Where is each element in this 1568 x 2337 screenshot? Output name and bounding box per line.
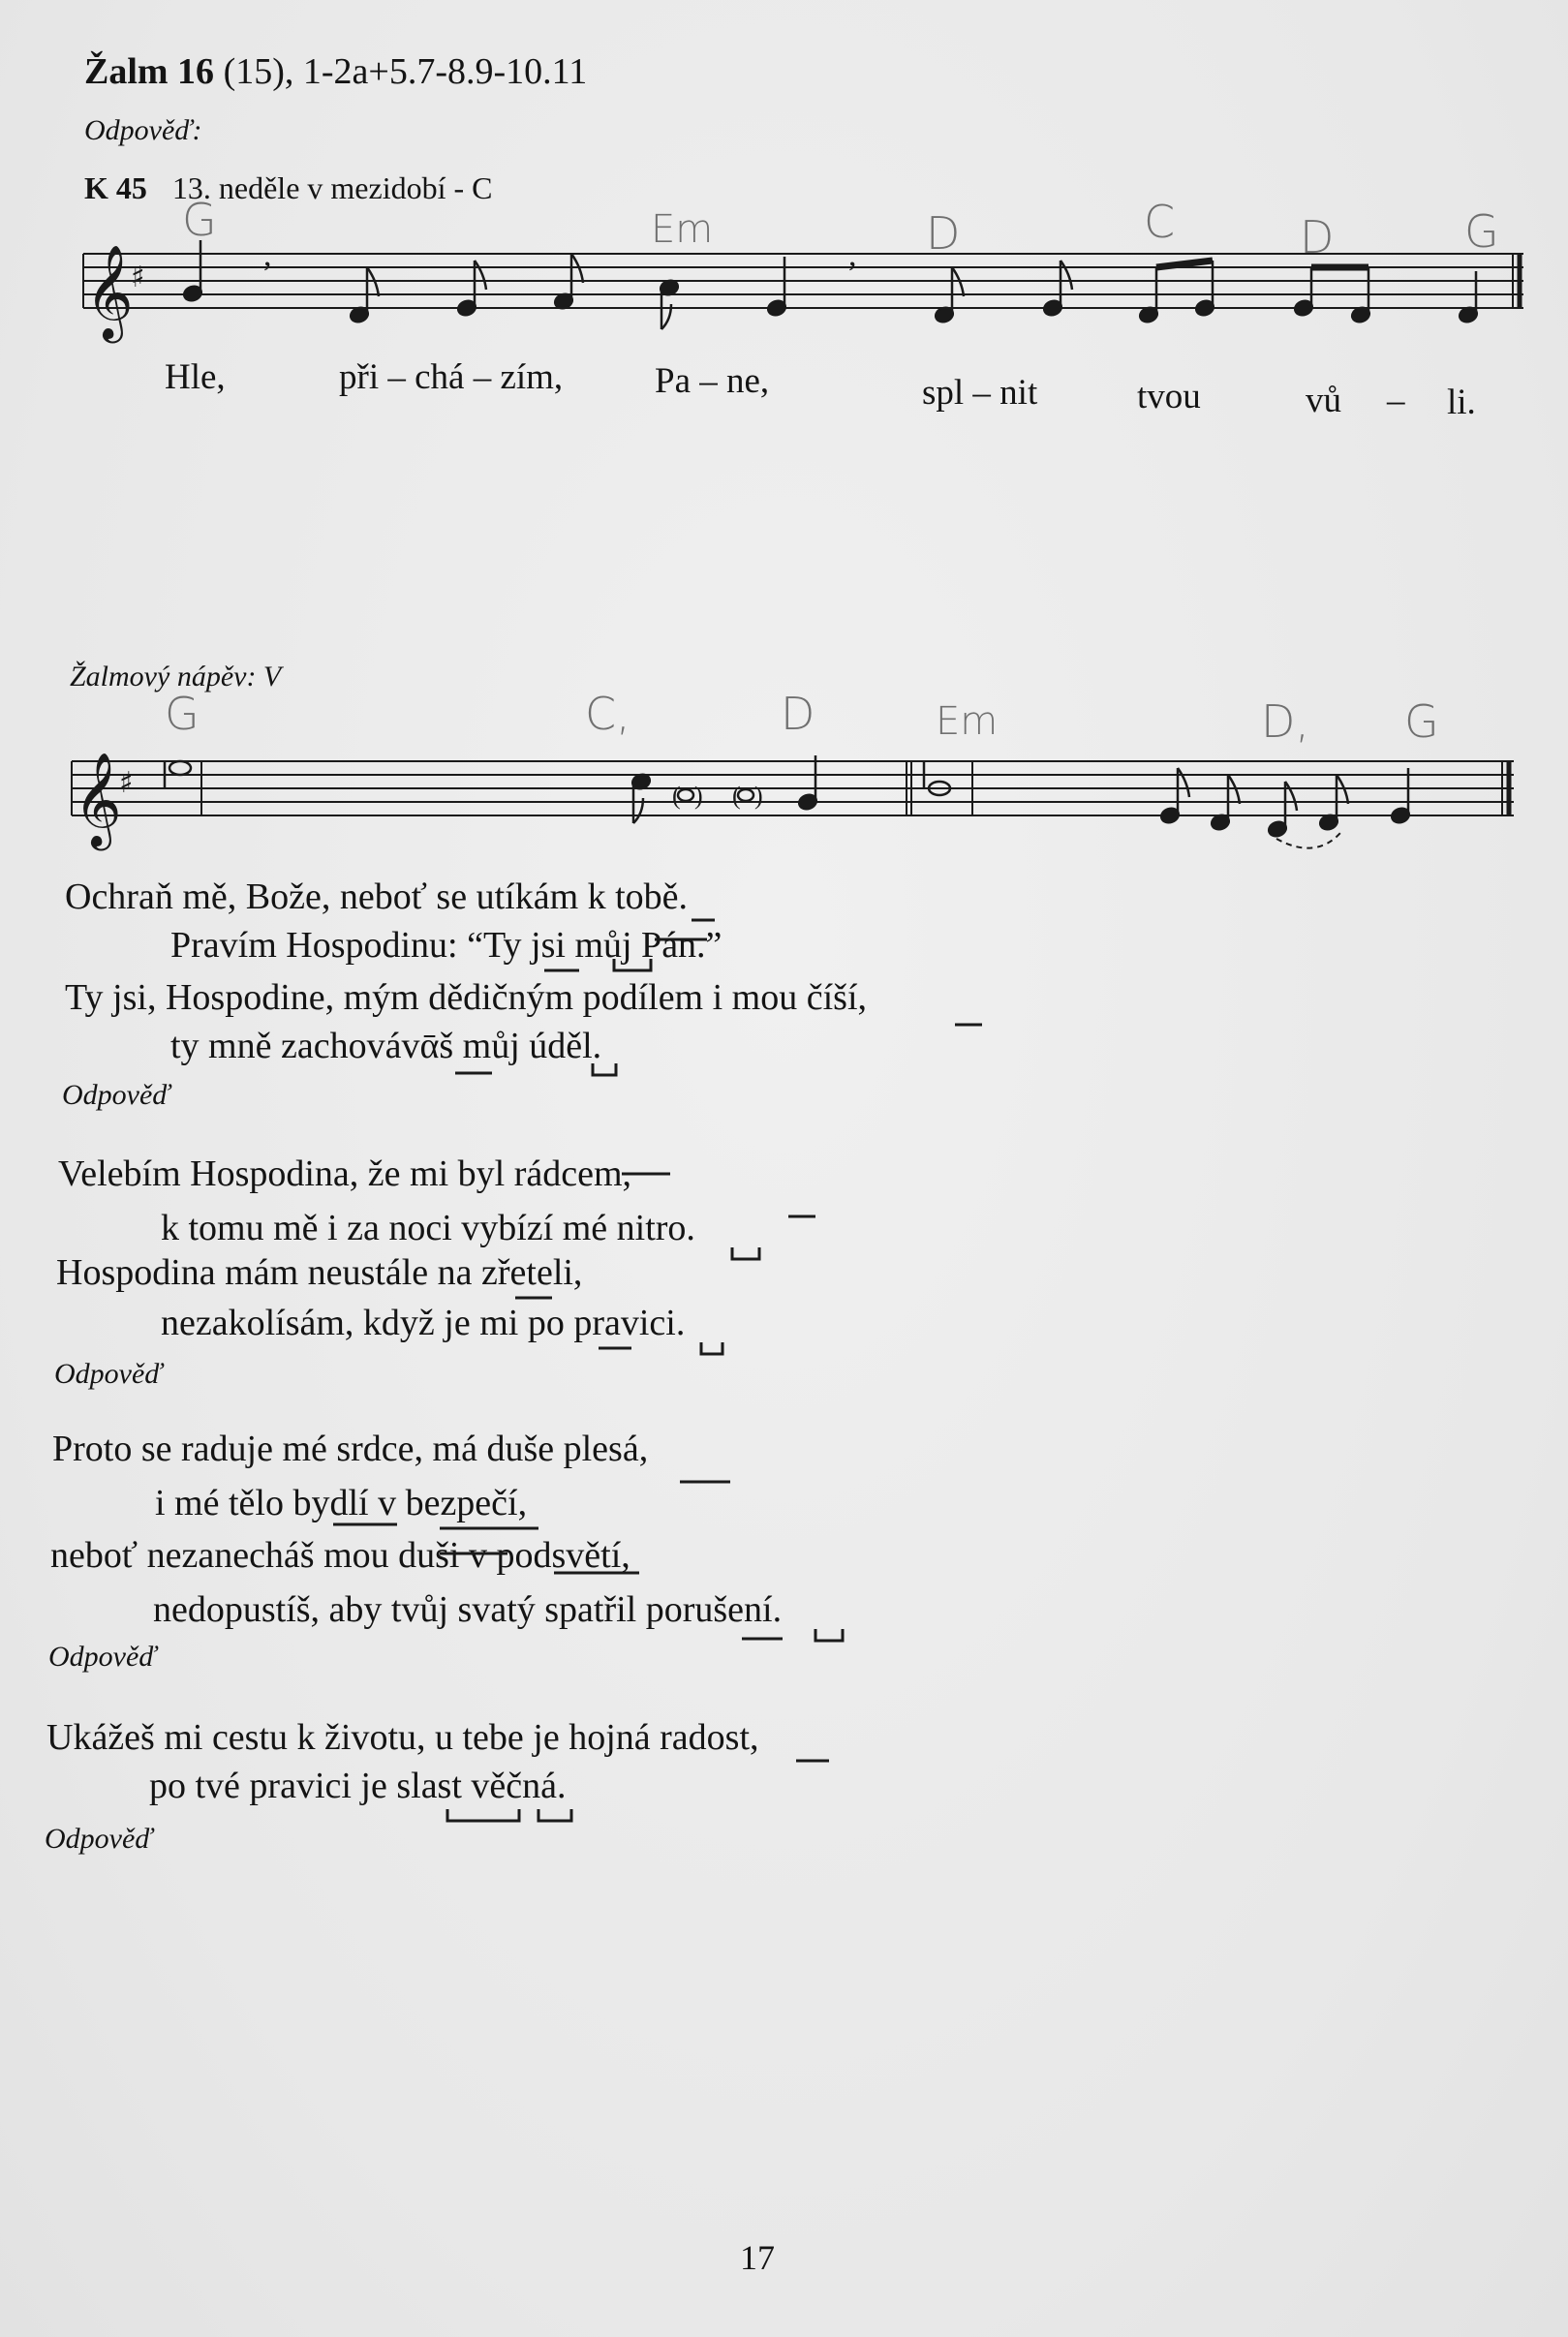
tone-chord-1: G: [165, 688, 200, 740]
stanza-1-line-2: Pravím Hospodinu: “Ty jsi můj Pán.”: [170, 925, 723, 966]
stanza-4-response: Odpověď: [45, 1823, 153, 1855]
refrain-lyric-7: –: [1387, 381, 1405, 420]
tone-chord-6: G: [1404, 695, 1439, 748]
tone-chord-2: C,: [585, 688, 630, 740]
svg-text:,: ,: [848, 237, 857, 273]
refrain-chord-1: G: [182, 194, 217, 246]
svg-text:): ): [754, 782, 763, 810]
refrain-lyric-5: tvou: [1137, 377, 1201, 416]
stanza-2-line-4: nezakolísám, když je mi po pravici.: [161, 1303, 686, 1343]
tone-chord-3: D: [781, 688, 815, 740]
stanza-3-line-4: nedopustíš, aby tvůj svatý spatřil porušení.: [153, 1589, 783, 1630]
stanza-1-line-1: Ochraň mě, Bože, neboť se utíkám k tobě.: [65, 876, 689, 917]
svg-text:,: ,: [263, 237, 272, 273]
svg-text:(: (: [732, 782, 741, 810]
refrain-lyric-4: spl – nit: [922, 373, 1038, 413]
stanza-2-response: Odpověď: [54, 1358, 163, 1390]
tone-chord-5: D,: [1261, 695, 1310, 748]
stanza-4-line-2: po tvé pravici je slast věčná.: [149, 1766, 567, 1806]
svg-text:): ): [694, 782, 703, 810]
page-number: 17: [740, 2238, 775, 2277]
stanza-2-line-3: Hospodina mám neustále na zřeteli,: [56, 1252, 583, 1293]
refrain-chord-2: Em: [651, 207, 714, 252]
svg-text:♯: ♯: [119, 766, 134, 800]
stanza-3-response: Odpověď: [48, 1641, 157, 1673]
stanza-4-line-1: Ukážeš mi cestu k životu, u tebe je hojná radost,: [46, 1717, 759, 1758]
psalm-title-number: Žalm 16: [84, 51, 215, 92]
svg-text:♯: ♯: [131, 261, 145, 294]
refrain-lyric-2: při – chá – zím,: [339, 357, 564, 397]
refrain-lyric-1: Hle,: [165, 357, 226, 397]
svg-text:𝄞: 𝄞: [85, 244, 134, 339]
svg-text:(: (: [672, 782, 681, 810]
refrain-lyric-3: Pa – ne,: [655, 361, 770, 401]
refrain-lyric-6: vů: [1306, 381, 1341, 420]
stanza-2-line-1: Velebím Hospodina, že mi byl rádcem,: [58, 1153, 632, 1194]
refrain-chord-5: D: [1300, 211, 1335, 263]
refrain-lyric-8: li.: [1447, 383, 1476, 422]
tone-chord-4: Em: [936, 699, 999, 744]
stanza-3-line-2: i mé tělo bydlí v bezpečí,: [155, 1483, 528, 1523]
occasion-text: 13. neděle v mezidobí - C: [171, 170, 493, 205]
psalm-title-verses: (15), 1-2a+5.7-8.9-10.11: [214, 51, 588, 92]
stanza-1-line-3: Ty jsi, Hospodine, mým dědičným podílem i mou číší,: [65, 977, 868, 1018]
stanza-3-line-3: neboť nezanecháš mou duši v podsvětí,: [50, 1535, 630, 1576]
stanza-2-line-2: k tomu mě i za noci vybízí mé nitro.: [161, 1208, 695, 1248]
response-label: Odpověď:: [84, 114, 202, 146]
stanza-1-response: Odpověď: [62, 1079, 170, 1111]
stanza-1-line-4: ty mně zachovávᾱš můj úděl.: [170, 1026, 602, 1066]
psalm-tone-label: Žalmový nápěv: V: [70, 661, 282, 692]
refrain-chord-4: C: [1144, 196, 1176, 248]
svg-text:𝄞: 𝄞: [74, 752, 122, 846]
refrain-chord-6: G: [1464, 205, 1499, 258]
catalog-number: K 45: [84, 170, 147, 205]
refrain-chord-3: D: [926, 207, 961, 260]
stanza-3-line-1: Proto se raduje mé srdce, má duše plesá,: [52, 1429, 649, 1469]
